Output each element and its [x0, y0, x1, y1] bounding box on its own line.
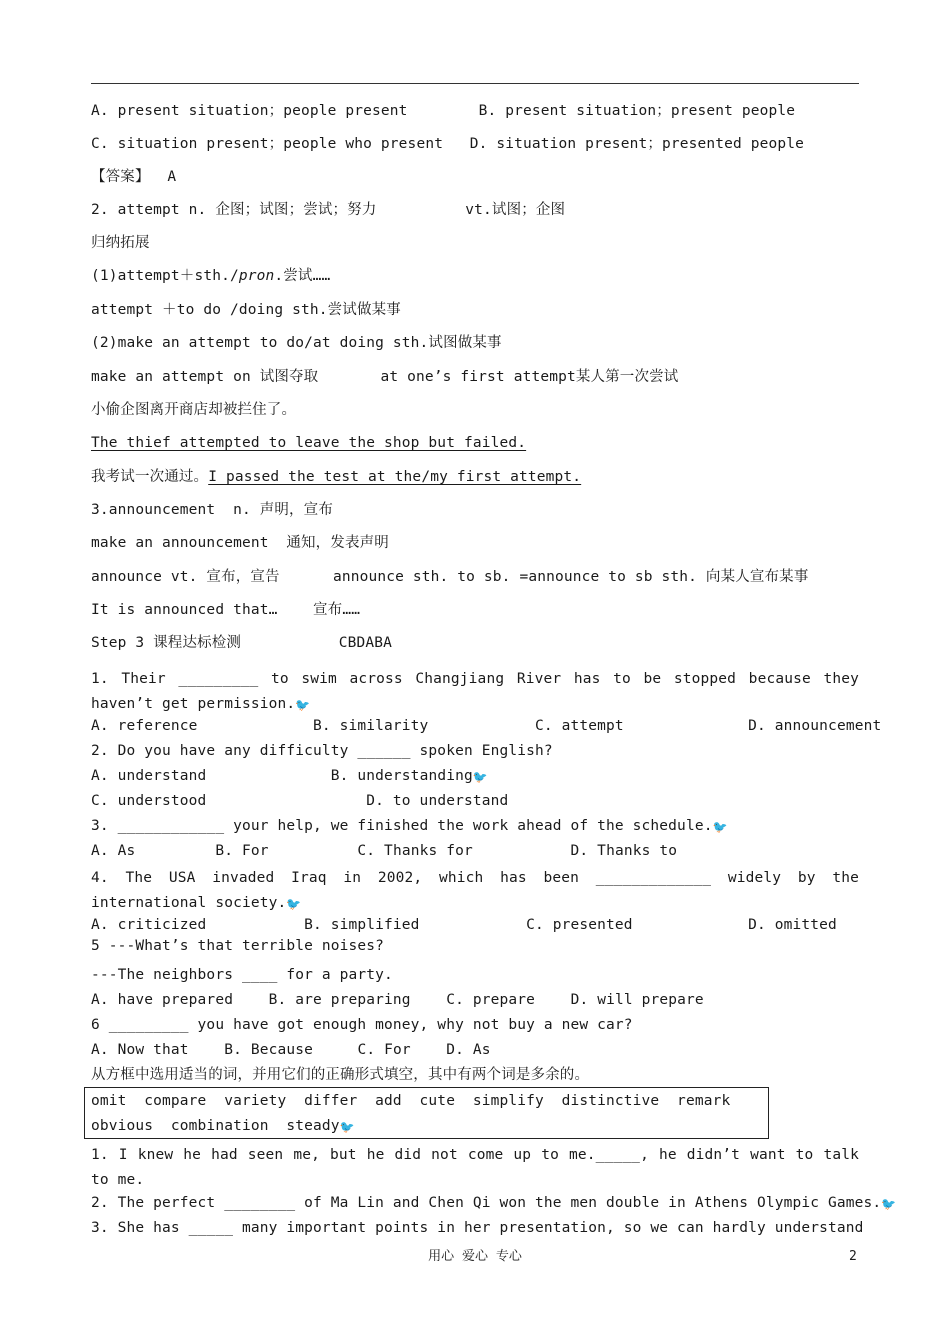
quiz-q4-options: A. criticized B. simplified C. presented D. omitted	[91, 917, 837, 933]
quiz-q4: 4. The USA invaded Iraq in 2002, which has been _____________ widely by the international society.🐦	[91, 866, 859, 916]
prev-answer: 【答案】 A	[91, 169, 177, 185]
quiz-q3: 3. ____________ your help, we finished the work ahead of the schedule.🐦	[91, 816, 859, 836]
page-number: 2	[849, 1249, 857, 1264]
attempt-p4: make an attempt on 试图夺取 at one’s first attempt某人第一次尝试	[91, 369, 679, 385]
quiz-q1: 1. Their _________ to swim across Changjiang River has to be stopped because they haven’t get permission.🐦	[91, 667, 859, 717]
footer-text: 用心 爱心 专心	[428, 1249, 522, 1264]
attempt-summary: 归纳拓展	[91, 235, 150, 251]
quiz-q6-options: A. Now that B. Because C. For D. As	[91, 1042, 491, 1058]
fill-f3: 3. She has _____ many important points in her presentation, so we can hardly understand	[91, 1220, 864, 1236]
quiz-q1-options: A. reference B. similarity C. attempt D. announcement	[91, 718, 882, 734]
attempt-ex2-en: I passed the test at the/my first attempt.	[208, 469, 582, 485]
attempt-ex1-cn: 小偷企图离开商店却被拦住了。	[91, 402, 297, 418]
announcement-head: 3.announcement n. 声明，宣布	[91, 502, 333, 518]
attempt-p3: (2)make an attempt to do/at doing sth.试图做某事	[91, 335, 502, 351]
fill-instruction: 从方框中选用适当的词，并用它们的正确形式填空，其中有两个词是多余的。	[91, 1067, 590, 1083]
attempt-ex1-en: The thief attempted to leave the shop but failed.	[91, 435, 527, 451]
quiz-q2: 2. Do you have any difficulty ______ spoken English?	[91, 743, 553, 759]
quiz-q5b: ---The neighbors ____ for a party.	[91, 967, 393, 983]
attempt-p2: attempt ＋to do /doing sth.尝试做某事	[91, 302, 401, 318]
bird-icon: 🐦	[339, 1120, 355, 1134]
quiz-q2-options-1: A. understand B. understanding🐦	[91, 766, 859, 786]
attempt-head: 2. attempt n. 企图；试图；尝试；努力 vt.试图；企图	[91, 202, 566, 218]
prev-options-row-1: A. present situation；people present B. present situation；present people	[91, 103, 796, 119]
quiz-q6: 6 _________ you have got enough money, why not buy a new car?	[91, 1017, 633, 1033]
bird-icon: 🐦	[881, 1197, 897, 1211]
step3-title: Step 3 课程达标检测 CBDABA	[91, 635, 393, 651]
bird-icon: 🐦	[286, 897, 302, 911]
bird-icon: 🐦	[712, 820, 728, 834]
bird-icon: 🐦	[472, 770, 488, 784]
fill-f2: 2. The perfect ________ of Ma Lin and Chen Qi won the men double in Athens Olympic Games.🐦	[91, 1193, 859, 1213]
announcement-l2: announce vt. 宣布，宣告 announce sth. to sb. =announce to sb sth. 向某人宣布某事	[91, 569, 809, 585]
step3-answers: CBDABA	[338, 635, 393, 651]
header-rule	[91, 83, 859, 84]
quiz-q3-options: A. As B. For C. Thanks for D. Thanks to	[91, 843, 678, 859]
quiz-q5: 5 ---What’s that terrible noises?	[91, 938, 385, 954]
attempt-p1: (1)attempt＋sth./pron.尝试……	[91, 268, 331, 284]
announcement-l3: It is announced that… 宣布……	[91, 602, 361, 618]
word-box-line-1: omit compare variety differ add cute simplify distinctive remark	[91, 1093, 731, 1109]
attempt-ex2: 我考试一次通过。I passed the test at the/my first attempt.	[91, 469, 582, 485]
announcement-l1: make an announcement 通知，发表声明	[91, 535, 389, 551]
prev-options-row-2: C. situation present；people who present D. situation present；presented people	[91, 136, 805, 152]
quiz-q5-options: A. have prepared B. are preparing C. prepare D. will prepare	[91, 992, 704, 1008]
bird-icon: 🐦	[295, 698, 311, 712]
quiz-q2-options-2: C. understood D. to understand	[91, 793, 509, 809]
fill-f1: 1. I knew he had seen me, but he did not come up to me._____, he didn’t want to talk to me.	[91, 1147, 859, 1188]
word-box-line-2: obvious combination steady🐦	[91, 1116, 859, 1136]
